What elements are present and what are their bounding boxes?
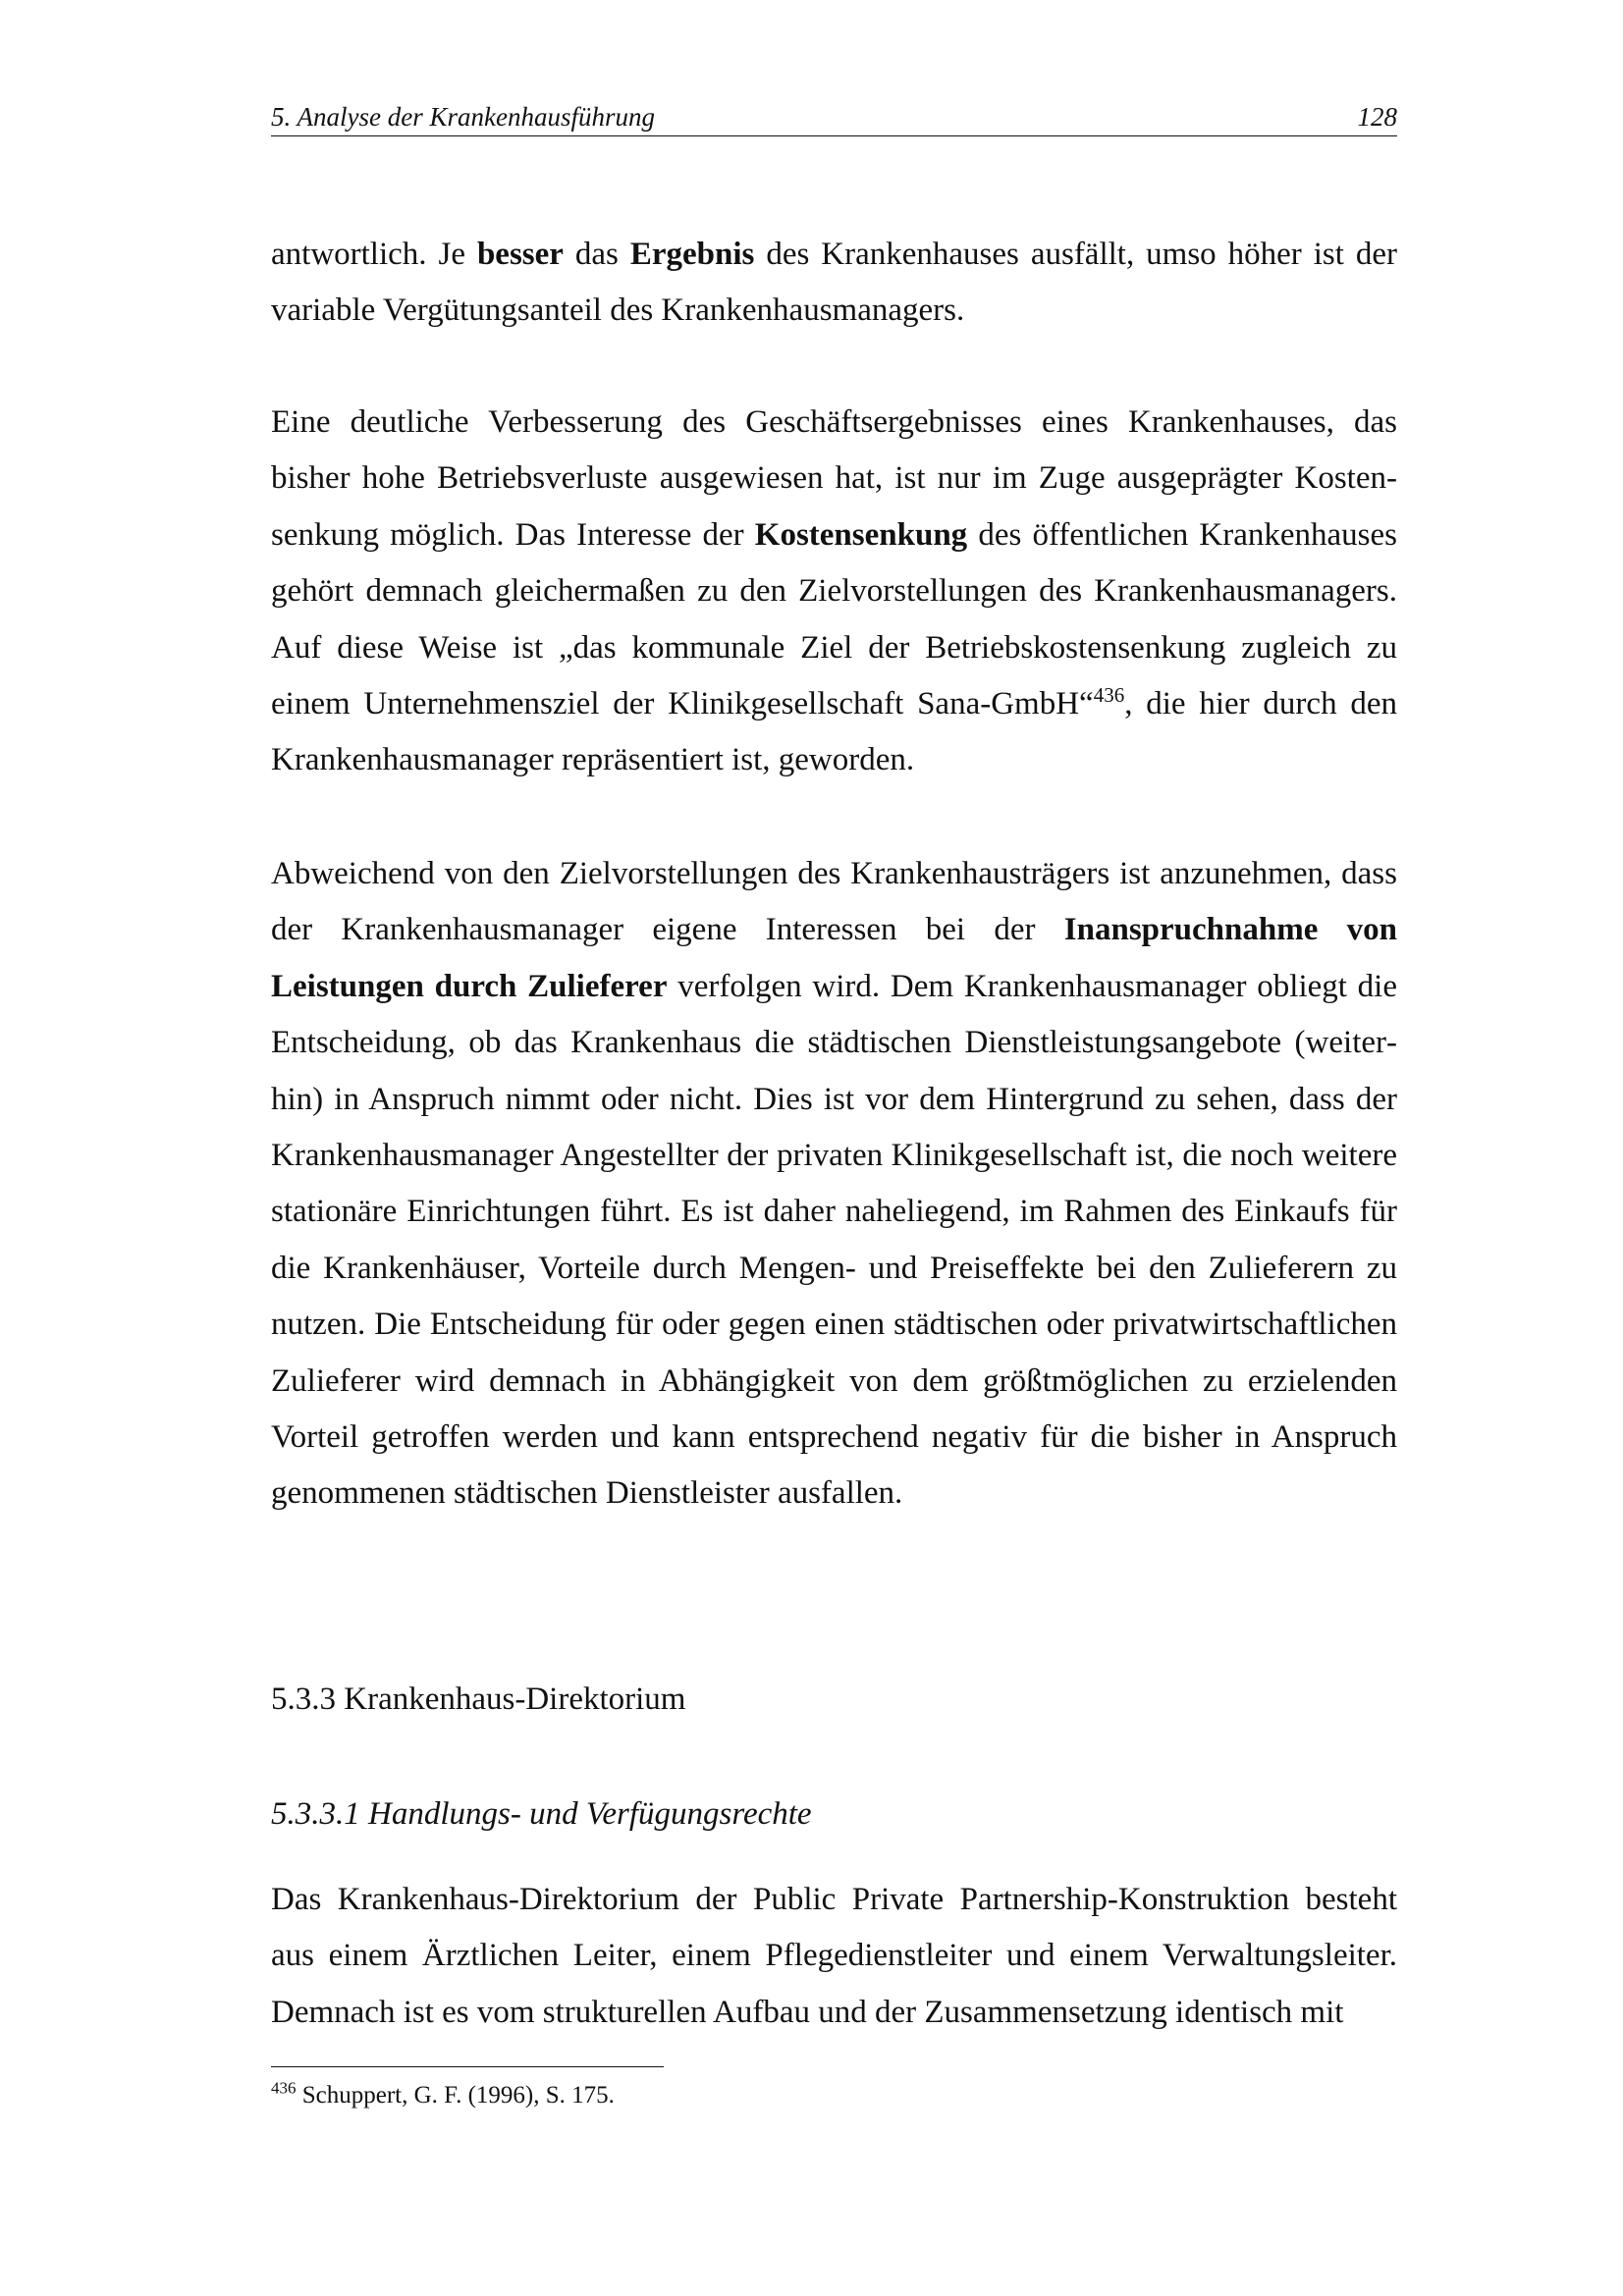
paragraph-1 [271,227,1397,340]
paragraph-2 [271,395,1397,789]
text-run: verfolgen wird. Dem Krankenhausmanager obliegt die Entscheidung, ob das Krankenhaus die städtischen Dienstleistungsangebote (weiterhin) in Anspruch nimmt oder nicht. Dies ist vor dem Hintergrund zu sehen, dass der Krankenhausmanager Angestellter der privaten Klinikgesellschaft ist, die noch weitere stationäre Einrichtungen führt. Es ist daher naheliegend, im Rahmen des Einkaufs für die Krankenhäuser, Vorteile durch Mengen- und Preiseffekte bei den Zulieferern zu nutzen. Die Entscheidung für oder gegen einen städtischen oder privatwirtschaftlichen Zulieferer wird demnach in Abhängigkeit von dem größtmöglichen zu erzielenden Vorteil getroffen werden und kann entsprechend negativ für die bisher in Anspruch genommenen städtischen Dienstleister ausfallen. [271,968,1398,1512]
text-run: Abweichend von den Zielvorstellungen des Krankenhausträgers ist anzunehmen, dass der Krankenhausmanager eigene Interessen bei der [271,856,1397,948]
bold-term-kostensenkung: Kostensenkung [754,516,968,553]
running-title: 5. Analyse der Krankenhausführung [271,102,655,132]
subsection-heading: 5.3.3.1 Handlungs- und Verfügungsrechte [271,1796,812,1832]
text-run: des öffentlichen Krankenhauses gehört demnach gleichermaßen zu den Zielvorstellungen des Krankenhausmanagers. Auf diese Weise ist „das kommunale Ziel der Betriebskostensenkung zugleich zu einem Unternehmensziel der Klinikgesellschaft Sana-GmbH“ [271,516,1397,722]
section-heading: 5.3.3 Krankenhaus-Direktorium [271,1682,686,1717]
bold-term-ergebnis: Ergebnis [629,237,755,272]
text-run: das [563,237,630,272]
text-run: Eine deutliche Verbesserung des Geschäftsergebnisses eines Krankenhauses, das bisher hohe Betriebsverluste ausgewiesen hat, ist nur im Zuge ausgeprägter Kostensenkung möglich. Das Interesse der [271,404,1397,553]
footnote-number: 436 [271,2078,297,2098]
text-run: antwortlich. Je [271,237,477,272]
footnote-reference[interactable]: 436 [1093,683,1125,708]
footnote [271,2079,1397,2112]
paragraph-4: Das Krankenhaus-Direktorium der Public Private Partnership-Konstruktion besteht aus einem Ärztlichen Leiter, einem Pflegedienstleiter und einem Verwaltungsleiter. Demnach ist es vom strukturellen Aufbau und der Zusammensetzung identisch mit [271,1882,1397,2030]
text-run: des Krankenhauses ausfällt, umso höher ist der variable Vergütungsanteil des Krankenhausmanagers. [271,237,1397,329]
page-number: 128 [1357,102,1397,132]
text-run: , die hier durch den Krankenhausmanager repräsentiert ist, geworden. [271,686,1397,778]
paragraph-3 [271,846,1397,1522]
footnote-separator [271,2066,664,2067]
bold-term-besser: besser [476,237,564,272]
footnote-text: Schuppert, G. F. (1996), S. 175. [296,2082,615,2109]
bold-term-inanspruchnahme: Inanspruchnahme von Leistungen durch Zulieferer [271,912,1397,1004]
page-header [271,98,1397,136]
